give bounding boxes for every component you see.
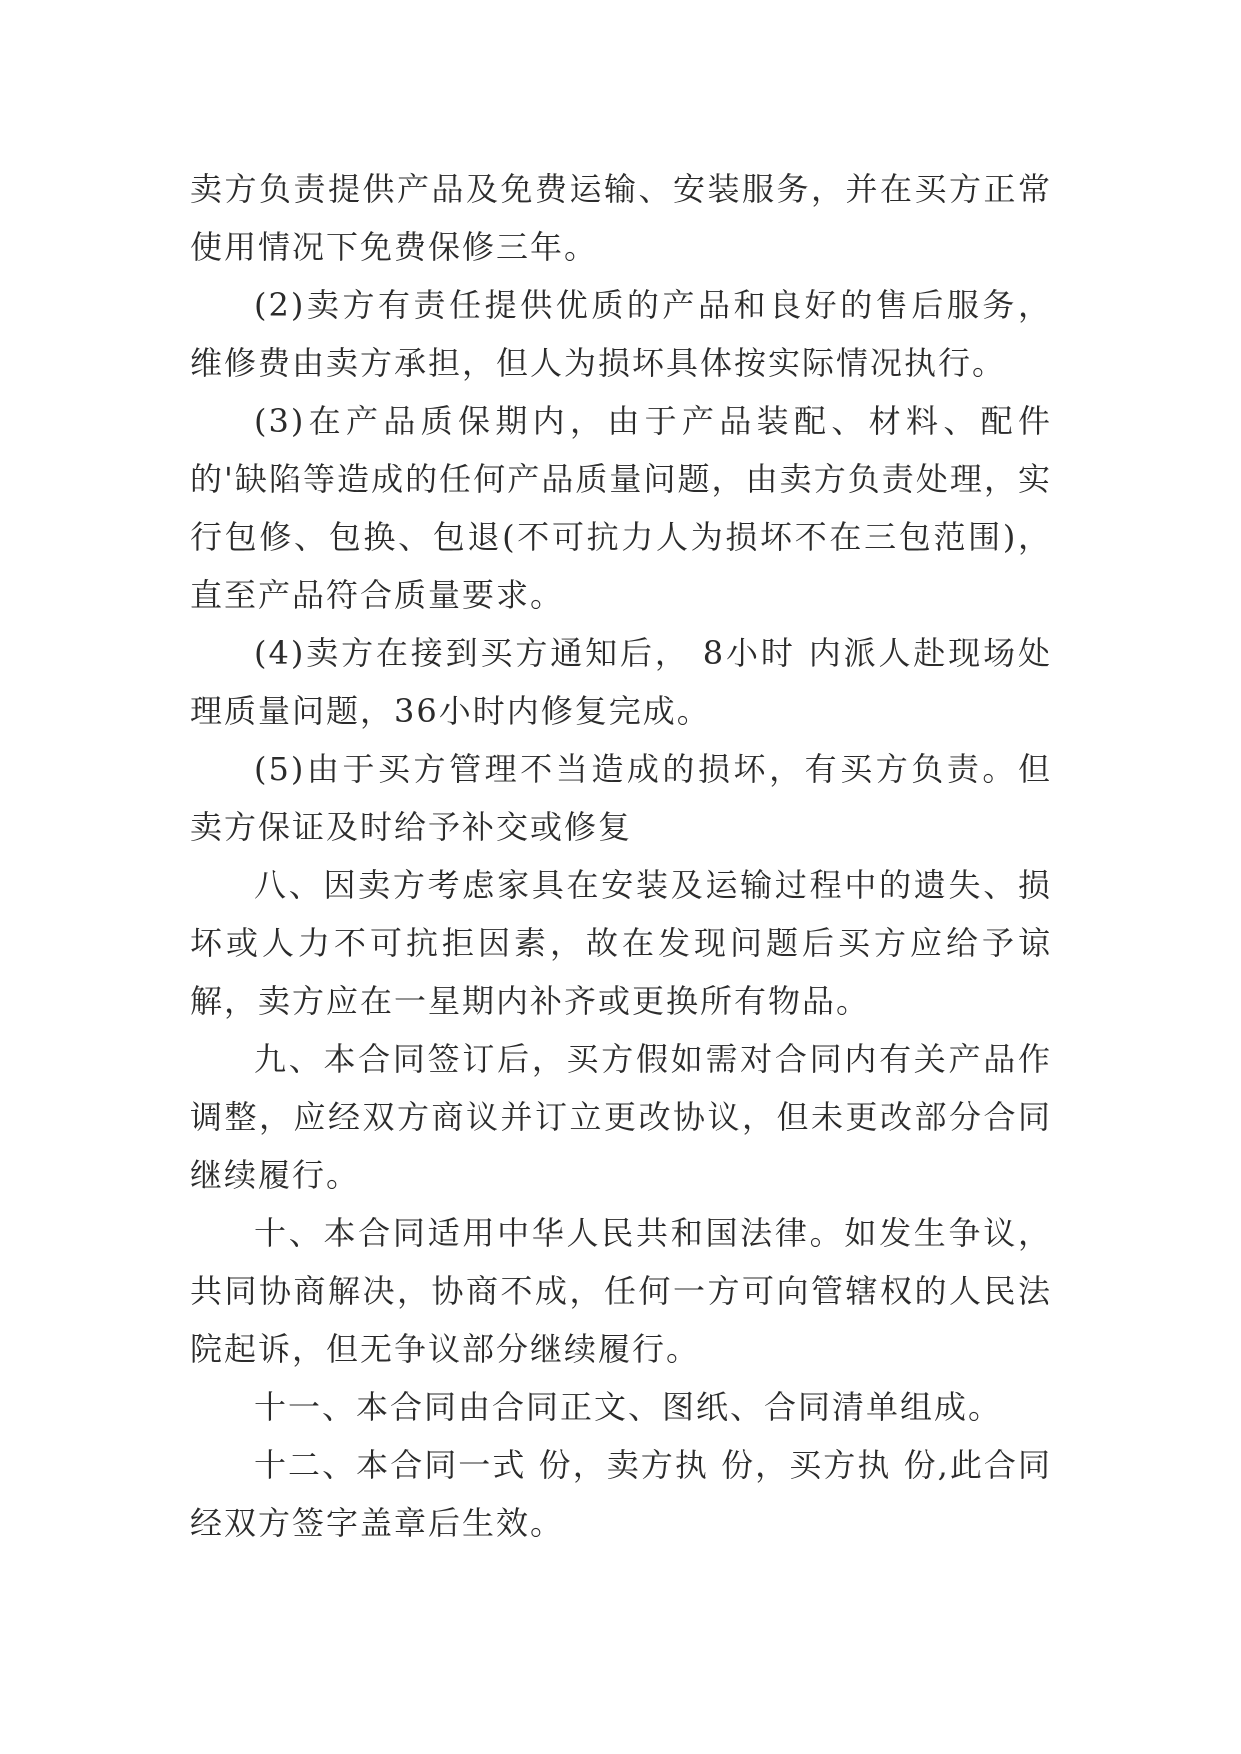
paragraph-article-10: 十、本合同适用中华人民共和国法律。如发生争议，共同协商解决，协商不成，任何一方可向管辖权的人民法院起诉，但无争议部分继续履行。 — [190, 1214, 1052, 1368]
paragraph-article-8: 八、因卖方考虑家具在安装及运输过程中的遗失、损坏或人力不可抗拒因素，故在发现问题后买方应给予谅解，卖方应在一星期内补齐或更换所有物品。 — [190, 866, 1052, 1020]
paragraph-article-11: 十一、本合同由合同正文、图纸、合同清单组成。 — [254, 1388, 1003, 1426]
paragraph-clause-2: (2)卖方有责任提供优质的产品和良好的售后服务，维修费由卖方承担，但人为损坏具体按实际情况执行。 — [190, 286, 1052, 382]
paragraph-article-12: 十二、本合同一式 份，卖方执 份，买方执 份,此合同经双方签字盖章后生效。 — [190, 1446, 1052, 1542]
paragraph-clause-4: (4)卖方在接到买方通知后， 8小时 内派人赴现场处理质量问题，36小时内修复完成。 — [190, 634, 1052, 730]
paragraph-clause-3: (3)在产品质保期内，由于产品装配、材料、配件的'缺陷等造成的任何产品质量问题，由卖方负责处理，实行包修、包换、包退(不可抗力人为损坏不在三包范围)，直至产品符合质量要求。 — [190, 402, 1052, 614]
paragraph-warranty-continued: 卖方负责提供产品及免费运输、安装服务，并在买方正常使用情况下免费保修三年。 — [190, 170, 1052, 266]
paragraph-article-9: 九、本合同签订后，买方假如需对合同内有关产品作调整，应经双方商议并订立更改协议，但未更改部分合同继续履行。 — [190, 1040, 1052, 1194]
document-page — [190, 160, 1052, 1552]
paragraph-clause-5: (5)由于买方管理不当造成的损坏，有买方负责。但卖方保证及时给予补交或修复 — [190, 750, 1052, 846]
